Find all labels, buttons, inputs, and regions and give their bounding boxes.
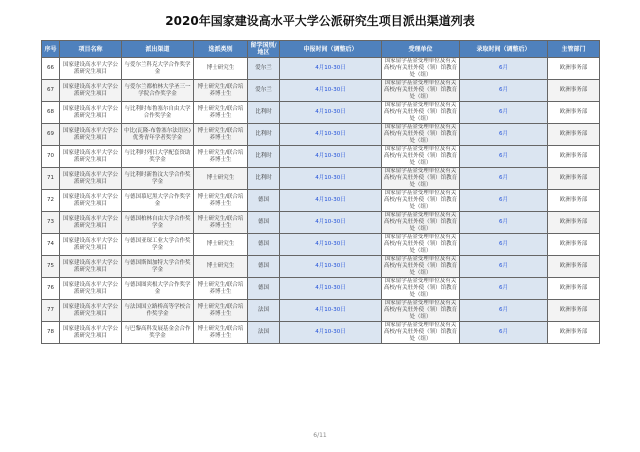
cell-dept: 欧洲事务部 (548, 124, 600, 146)
cell-unit: 国家留学基金受理单位及有关高校/有关驻外使（领）馆教育处（组） (382, 212, 460, 234)
cell-category: 博士研究生/联合培养博士生 (194, 124, 248, 146)
cell-unit: 国家留学基金受理单位及有关高校/有关驻外使（领）馆教育处（组） (382, 102, 460, 124)
cell-project: 国家建设高水平大学公派研究生项目 (60, 58, 122, 80)
cell-category: 博士研究生 (194, 234, 248, 256)
cell-dept: 欧洲事务部 (548, 322, 600, 344)
cell-channel: 与爱尔兰科克大学合作奖学金 (122, 58, 194, 80)
table-row (42, 256, 600, 278)
cell-apply-time: 4月10-30日 (280, 234, 382, 256)
cell-channel: 与比利时列日大学配套资助奖学金 (122, 146, 194, 168)
cell-unit: 国家留学基金受理单位及有关高校/有关驻外使（领）馆教育处（组） (382, 190, 460, 212)
cell-category: 博士研究生/联合培养博士生 (194, 102, 248, 124)
cell-dept: 欧洲事务部 (548, 58, 600, 80)
cell-category: 博士研究生 (194, 58, 248, 80)
cell-admit-time: 6月 (460, 80, 548, 102)
cell-country: 德国 (248, 256, 280, 278)
cell-country: 比利时 (248, 124, 280, 146)
cell-category: 博士研究生 (194, 168, 248, 190)
cell-category: 博士研究生/联合培养博士生 (194, 322, 248, 344)
cell-number: 71 (42, 168, 60, 190)
cell-country: 德国 (248, 190, 280, 212)
table-row (42, 278, 600, 300)
cell-apply-time: 4月10-30日 (280, 58, 382, 80)
cell-admit-time: 6月 (460, 190, 548, 212)
cell-country: 比利时 (248, 168, 280, 190)
cell-unit: 国家留学基金受理单位及有关高校/有关驻外使（领）馆教育处（组） (382, 322, 460, 344)
table-row (42, 234, 600, 256)
cell-project: 国家建设高水平大学公派研究生项目 (60, 124, 122, 146)
cell-admit-time: 6月 (460, 102, 548, 124)
cell-apply-time: 4月10-30日 (280, 124, 382, 146)
cell-unit: 国家留学基金受理单位及有关高校/有关驻外使（领）馆教育处（组） (382, 80, 460, 102)
page-title: 2020年国家建设高水平大学公派研究生项目派出渠道列表 (165, 14, 475, 28)
cell-unit: 国家留学基金受理单位及有关高校/有关驻外使（领）馆教育处（组） (382, 146, 460, 168)
header-apply-time: 申报时间（调整后） (280, 41, 382, 58)
cell-apply-time: 4月10-30日 (280, 278, 382, 300)
table-row (42, 124, 600, 146)
cell-project: 国家建设高水平大学公派研究生项目 (60, 278, 122, 300)
cell-dept: 欧洲事务部 (548, 300, 600, 322)
cell-project: 国家建设高水平大学公派研究生项目 (60, 256, 122, 278)
cell-apply-time: 4月10-30日 (280, 212, 382, 234)
cell-country: 法国 (248, 300, 280, 322)
cell-unit: 国家留学基金受理单位及有关高校/有关驻外使（领）馆教育处（组） (382, 300, 460, 322)
cell-project: 国家建设高水平大学公派研究生项目 (60, 146, 122, 168)
cell-unit: 国家留学基金受理单位及有关高校/有关驻外使（领）馆教育处（组） (382, 124, 460, 146)
cell-country: 比利时 (248, 146, 280, 168)
cell-category: 博士研究生/联合培养博士生 (194, 80, 248, 102)
cell-apply-time: 4月10-30日 (280, 80, 382, 102)
cell-project: 国家建设高水平大学公派研究生项目 (60, 300, 122, 322)
cell-channel: 与德国慕尼黑大学合作奖学金 (122, 190, 194, 212)
cell-unit: 国家留学基金受理单位及有关高校/有关驻外使（领）馆教育处（组） (382, 168, 460, 190)
cell-admit-time: 6月 (460, 234, 548, 256)
cell-apply-time: 4月10-30日 (280, 190, 382, 212)
cell-dept: 欧洲事务部 (548, 80, 600, 102)
table-row (42, 212, 600, 234)
cell-project: 国家建设高水平大学公派研究生项目 (60, 234, 122, 256)
cell-country: 德国 (248, 234, 280, 256)
header-unit: 受理单位 (382, 41, 460, 58)
cell-number: 67 (42, 80, 60, 102)
cell-country: 比利时 (248, 102, 280, 124)
table-header-row (42, 41, 600, 58)
cell-channel: 与巴黎高科发展基金会合作奖学金 (122, 322, 194, 344)
cell-category: 博士研究生/联合培养博士生 (194, 146, 248, 168)
cell-number: 70 (42, 146, 60, 168)
cell-channel: 与德国柏林自由大学合作奖学金 (122, 212, 194, 234)
cell-admit-time: 6月 (460, 146, 548, 168)
cell-apply-time: 4月10-30日 (280, 300, 382, 322)
header-number: 序号 (42, 41, 60, 58)
table-row (42, 102, 600, 124)
cell-channel: 与德国图宾根大学合作奖学金 (122, 278, 194, 300)
cell-channel: 与德国亚琛工业大学合作奖学金 (122, 234, 194, 256)
table-row (42, 58, 600, 80)
cell-admit-time: 6月 (460, 278, 548, 300)
table-row (42, 80, 600, 102)
channel-table (41, 40, 600, 344)
cell-apply-time: 4月10-30日 (280, 168, 382, 190)
cell-country: 德国 (248, 212, 280, 234)
cell-unit: 国家留学基金受理单位及有关高校/有关驻外使（领）馆教育处（组） (382, 278, 460, 300)
cell-project: 国家建设高水平大学公派研究生项目 (60, 212, 122, 234)
cell-project: 国家建设高水平大学公派研究生项目 (60, 80, 122, 102)
cell-project: 国家建设高水平大学公派研究生项目 (60, 168, 122, 190)
cell-number: 69 (42, 124, 60, 146)
page-number: 6/11 (313, 432, 327, 439)
cell-dept: 欧洲事务部 (548, 146, 600, 168)
cell-apply-time: 4月10-30日 (280, 102, 382, 124)
cell-dept: 欧洲事务部 (548, 212, 600, 234)
cell-number: 74 (42, 234, 60, 256)
cell-category: 博士研究生/联合培养博士生 (194, 190, 248, 212)
cell-number: 78 (42, 322, 60, 344)
cell-country: 德国 (248, 278, 280, 300)
cell-country: 爱尔兰 (248, 58, 280, 80)
cell-unit: 国家留学基金受理单位及有关高校/有关驻外使（领）馆教育处（组） (382, 256, 460, 278)
cell-number: 73 (42, 212, 60, 234)
header-country: 留学国别/地区 (248, 41, 280, 58)
cell-country: 爱尔兰 (248, 80, 280, 102)
table-row (42, 146, 600, 168)
cell-category: 博士研究生 (194, 256, 248, 278)
cell-dept: 欧洲事务部 (548, 256, 600, 278)
table-row (42, 322, 600, 344)
cell-dept: 欧洲事务部 (548, 168, 600, 190)
cell-admit-time: 6月 (460, 168, 548, 190)
header-dept: 主管部门 (548, 41, 600, 58)
table-body (42, 58, 600, 344)
cell-admit-time: 6月 (460, 300, 548, 322)
cell-channel: 与爱尔兰都柏林大学圣三一学院合作奖学金 (122, 80, 194, 102)
cell-channel: 中比(瓦隆-布鲁塞尔法语区)优秀青年学者奖学金 (122, 124, 194, 146)
table-row (42, 168, 600, 190)
cell-number: 72 (42, 190, 60, 212)
header-admit-time: 录取时间（调整后） (460, 41, 548, 58)
cell-number: 68 (42, 102, 60, 124)
cell-admit-time: 6月 (460, 212, 548, 234)
cell-country: 法国 (248, 322, 280, 344)
cell-admit-time: 6月 (460, 256, 548, 278)
header-project: 项目名称 (60, 41, 122, 58)
cell-unit: 国家留学基金受理单位及有关高校/有关驻外使（领）馆教育处（组） (382, 234, 460, 256)
cell-dept: 欧洲事务部 (548, 102, 600, 124)
header-category: 选派类别 (194, 41, 248, 58)
cell-dept: 欧洲事务部 (548, 234, 600, 256)
cell-project: 国家建设高水平大学公派研究生项目 (60, 190, 122, 212)
cell-channel: 与德国斯图加特大学合作奖学金 (122, 256, 194, 278)
cell-unit: 国家留学基金受理单位及有关高校/有关驻外使（领）馆教育处（组） (382, 58, 460, 80)
cell-dept: 欧洲事务部 (548, 190, 600, 212)
cell-admit-time: 6月 (460, 58, 548, 80)
cell-number: 77 (42, 300, 60, 322)
cell-apply-time: 4月10-30日 (280, 256, 382, 278)
cell-category: 博士研究生/联合培养博士生 (194, 300, 248, 322)
cell-admit-time: 6月 (460, 322, 548, 344)
cell-number: 66 (42, 58, 60, 80)
cell-channel: 与比利时布鲁塞尔自由大学合作奖学金 (122, 102, 194, 124)
cell-category: 博士研究生/联合培养博士生 (194, 212, 248, 234)
cell-project: 国家建设高水平大学公派研究生项目 (60, 102, 122, 124)
cell-category: 博士研究生/联合培养博士生 (194, 278, 248, 300)
cell-project: 国家建设高水平大学公派研究生项目 (60, 322, 122, 344)
cell-number: 76 (42, 278, 60, 300)
cell-number: 75 (42, 256, 60, 278)
cell-apply-time: 4月10-30日 (280, 146, 382, 168)
header-channel: 派出渠道 (122, 41, 194, 58)
cell-channel: 与法国国立路桥高等学校合作奖学金 (122, 300, 194, 322)
cell-apply-time: 4月10-30日 (280, 322, 382, 344)
cell-dept: 欧洲事务部 (548, 278, 600, 300)
table-row (42, 190, 600, 212)
cell-admit-time: 6月 (460, 124, 548, 146)
cell-channel: 与比利时新鲁汶大学合作奖学金 (122, 168, 194, 190)
table-row (42, 300, 600, 322)
